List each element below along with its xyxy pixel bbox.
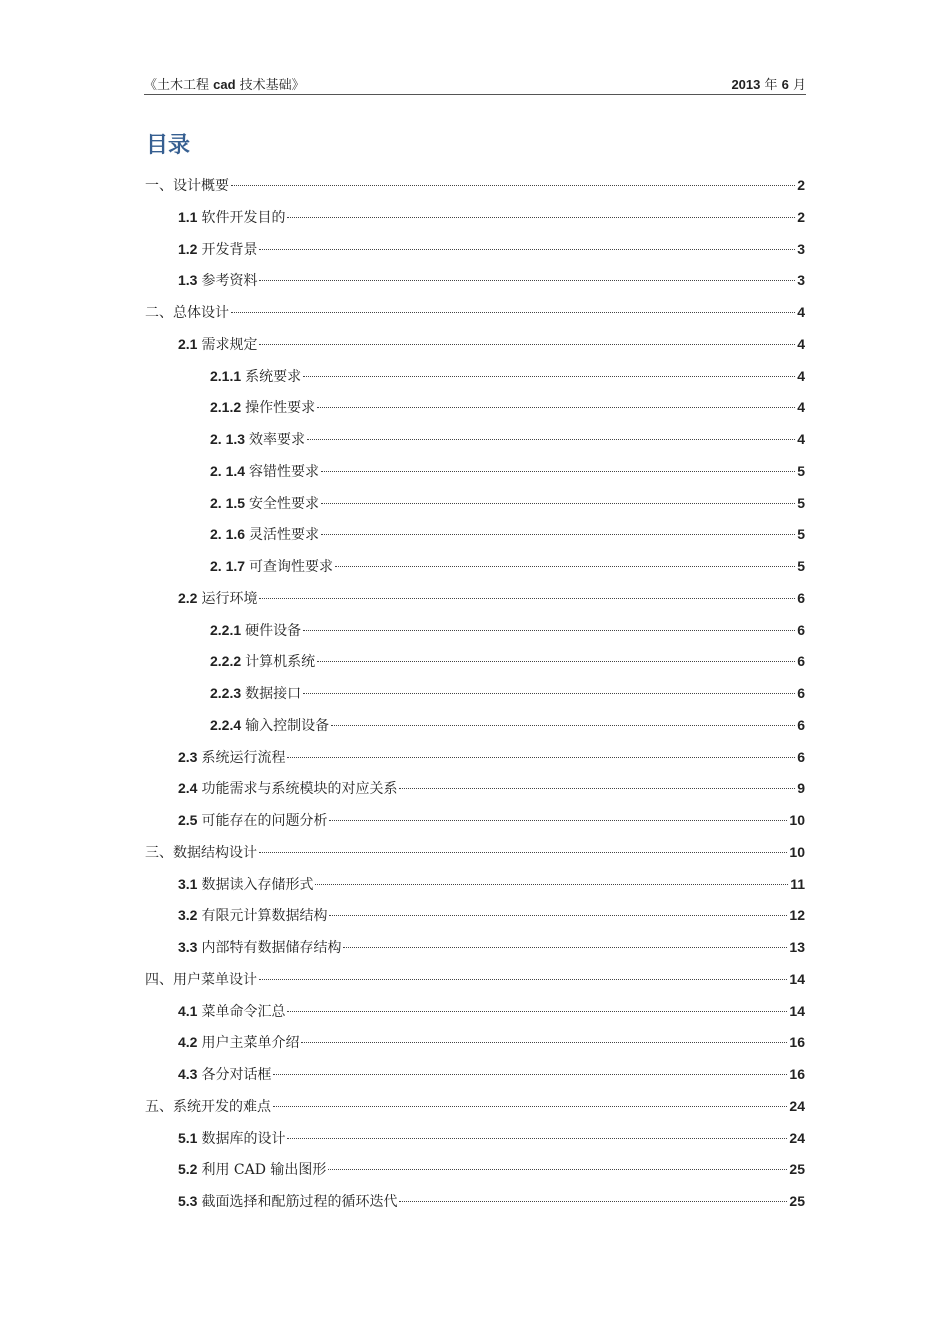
toc-entry-number: 2.3 [178,748,198,765]
toc-leader-dots [307,439,795,440]
toc-leader-dots [303,630,795,631]
toc-leader-dots [329,915,787,916]
toc-entry[interactable] [178,332,805,356]
toc-entry[interactable] [145,967,805,991]
toc-leader-dots [399,788,795,789]
toc-entry[interactable] [178,237,805,261]
toc-entry-number: 2.2.1 [210,621,242,638]
toc-page-number: 25 [789,1161,805,1178]
toc-entry-text: 内部特有数据储存结构 [201,940,342,956]
toc-page-number: 3 [797,272,805,289]
toc-page-number: 5 [797,462,805,479]
toc-page-number: 24 [789,1129,805,1146]
toc-leader-dots [287,757,795,758]
toc-entry-text: 数据读入存储形式 [201,876,314,893]
toc-page-number: 10 [789,843,805,860]
toc-entry-text: 数据库的设计 [201,1130,286,1147]
toc-leader-dots [273,1106,787,1107]
toc-page-number: 6 [797,748,805,765]
toc-entry-number: 2. 1.7 [210,558,246,574]
toc-entry[interactable] [178,903,805,927]
toc-page-number: 2 [797,208,805,225]
toc-entry-number: 3.1 [178,875,198,892]
toc-entry-text: 截面选择和配筋过程的循环迭代 [201,1194,398,1210]
toc-entry[interactable] [145,1094,805,1118]
toc-leader-dots [331,725,795,726]
toc-entry[interactable] [178,205,805,229]
toc-page-number: 16 [789,1066,805,1082]
page-header [144,70,806,95]
toc-leader-dots [399,1201,787,1202]
toc-title: 目录 [146,133,191,158]
toc-leader-dots [321,503,795,504]
toc-entry[interactable] [210,395,805,419]
toc-leader-dots [259,852,787,853]
toc-entry[interactable] [178,1126,805,1150]
toc-page-number: 14 [789,970,805,987]
toc-entry[interactable] [210,427,805,451]
toc-entry[interactable] [178,776,805,800]
toc-entry-text: 功能需求与系统模块的对应关系 [201,781,398,798]
toc-entry-text: 利用 CAD 输出图形 [201,1162,327,1179]
toc-entry-text: 二、总体设计 [145,305,229,321]
toc-entry-number: 1.2 [178,240,198,257]
toc-leader-dots [287,217,795,218]
toc-entry[interactable] [178,1157,805,1181]
toc-entry-text: 系统运行流程 [201,749,286,766]
toc-entry[interactable] [178,935,805,959]
toc-entry-number: 2.2.3 [210,685,242,701]
toc-entry[interactable] [178,999,805,1023]
toc-leader-dots [231,185,795,186]
toc-entry-number: 5.2 [178,1161,198,1178]
toc-page-number: 6 [797,621,805,638]
toc-entry-number: 2.5 [178,812,198,828]
header-doc-title: 《土木工程 cad 技术基础》 [144,77,305,93]
toc-entry-text: 安全性要求 [249,495,320,512]
toc-entry-text: 计算机系统 [245,654,316,671]
toc-entry-text: 三、数据结构设计 [145,844,257,861]
toc-entry[interactable] [145,840,805,864]
toc-entry-text: 一、设计概要 [145,178,229,194]
toc-entry-number: 2.2 [178,589,198,606]
toc-entry-number: 2.1.1 [210,367,242,384]
toc-page-number: 10 [789,812,805,828]
toc-entry[interactable] [210,459,805,483]
toc-entry-text: 参考资料 [201,273,258,290]
toc-leader-dots [287,1011,787,1012]
toc-entry-text: 输入控制设备 [245,717,330,734]
toc-entry[interactable] [210,491,805,515]
toc-page-number: 9 [797,780,805,797]
toc-entry-number: 2. 1.6 [210,526,246,543]
toc-leader-dots [303,693,795,694]
toc-page-number: 12 [789,907,805,924]
toc-entry-text: 运行环境 [201,590,258,607]
toc-entry[interactable] [210,618,805,642]
toc-entry[interactable] [178,586,805,610]
toc-leader-dots [273,1074,787,1075]
toc-entry-text: 操作性要求 [245,400,316,417]
toc-leader-dots [317,407,795,408]
toc-page-number: 4 [797,399,805,416]
toc-leader-dots [321,471,795,472]
toc-entry[interactable] [210,522,805,546]
toc-entry-text: 系统要求 [245,368,302,385]
toc-page-number: 2 [797,177,805,193]
toc-page-number: 24 [789,1097,805,1114]
toc-entry-number: 2. 1.5 [210,494,246,511]
toc-page-number: 6 [797,589,805,606]
toc-page-number: 5 [797,494,805,511]
header-date: 2013 年 6 月 [731,77,806,93]
toc-entry-number: 4.3 [178,1066,198,1082]
toc-entry[interactable] [178,808,805,832]
toc-entry[interactable] [178,1030,805,1054]
toc-entry-text: 灵活性要求 [249,527,320,544]
toc-leader-dots [343,947,787,948]
toc-entry-number: 2.1.2 [210,399,242,416]
toc-entry[interactable] [178,745,805,769]
toc-entry[interactable] [145,300,805,324]
toc-entry-text: 容错性要求 [249,463,320,480]
toc-page-number: 4 [797,367,805,384]
toc-entry[interactable] [178,1189,805,1213]
toc-leader-dots [259,280,795,281]
toc-entry[interactable] [210,681,805,705]
toc-page-number: 14 [789,1002,805,1019]
toc-entry-text: 四、用户菜单设计 [145,971,257,988]
toc-leader-dots [335,566,795,567]
toc-entry-number: 1.3 [178,272,198,289]
toc-leader-dots [259,344,795,345]
toc-leader-dots [321,534,795,535]
toc-entry-text: 硬件设备 [245,622,302,639]
toc-entry-number: 4.2 [178,1034,198,1051]
toc-entry-number: 2.2.2 [210,653,242,670]
toc-entry-number: 2. 1.4 [210,462,246,479]
toc-entry-text: 用户主菜单介绍 [201,1035,300,1052]
toc-entry[interactable] [178,1062,805,1086]
toc-entry-number: 5.1 [178,1129,198,1146]
toc-entry-number: 2.2.4 [210,716,242,733]
toc-entry-number: 2.4 [178,780,198,797]
toc-page-number: 6 [797,716,805,733]
toc-entry-number: 5.3 [178,1193,198,1209]
toc-leader-dots [315,884,788,885]
toc-entry-text: 数据接口 [245,686,302,702]
toc-page-number: 4 [797,431,805,447]
toc-leader-dots [303,376,795,377]
toc-page-number: 5 [797,526,805,543]
toc-entry-number: 2.1 [178,335,198,352]
toc-entry-text: 效率要求 [249,432,306,448]
toc-leader-dots [317,661,795,662]
toc-entry-number: 4.1 [178,1002,198,1019]
toc-page-number: 6 [797,653,805,670]
toc-leader-dots [259,979,787,980]
toc-page-number: 4 [797,335,805,352]
toc-entry-text: 软件开发目的 [201,209,286,226]
toc-entry[interactable] [210,364,805,388]
toc-entry-text: 菜单命令汇总 [201,1003,286,1020]
toc-entry-number: 3.2 [178,907,198,924]
toc-leader-dots [329,820,787,821]
toc-page-number: 6 [797,685,805,701]
toc-entry-text: 各分对话框 [201,1067,272,1083]
toc-page-number: 4 [797,304,805,320]
toc-entry-text: 可查询性要求 [249,559,334,575]
toc-entry-number: 3.3 [178,939,198,955]
toc-entry[interactable] [178,268,805,292]
toc-entry-text: 有限元计算数据结构 [201,908,328,925]
toc-entry-text: 可能存在的问题分析 [201,813,328,829]
toc-leader-dots [259,249,795,250]
toc-entry[interactable] [210,554,805,578]
toc-page-number: 25 [789,1193,805,1209]
toc-leader-dots [259,598,795,599]
toc-page-number: 11 [790,875,805,892]
toc-entry-text: 需求规定 [201,336,258,353]
toc-entry[interactable] [145,173,805,197]
toc-leader-dots [287,1138,787,1139]
toc-entry[interactable] [210,713,805,737]
toc-leader-dots [328,1169,787,1170]
toc-entry[interactable] [210,649,805,673]
toc-page-number: 16 [789,1034,805,1051]
toc-entry-text: 开发背景 [201,241,258,258]
toc-page-number: 13 [789,939,805,955]
toc-page-number: 3 [797,240,805,257]
toc-leader-dots [301,1042,787,1043]
toc-entry-number: 2. 1.3 [210,431,246,447]
toc-entry-text: 五、系统开发的难点 [145,1098,271,1115]
toc-leader-dots [231,312,795,313]
toc-entry[interactable] [178,872,805,896]
toc-page-number: 5 [797,558,805,574]
toc-entry-number: 1.1 [178,208,198,225]
